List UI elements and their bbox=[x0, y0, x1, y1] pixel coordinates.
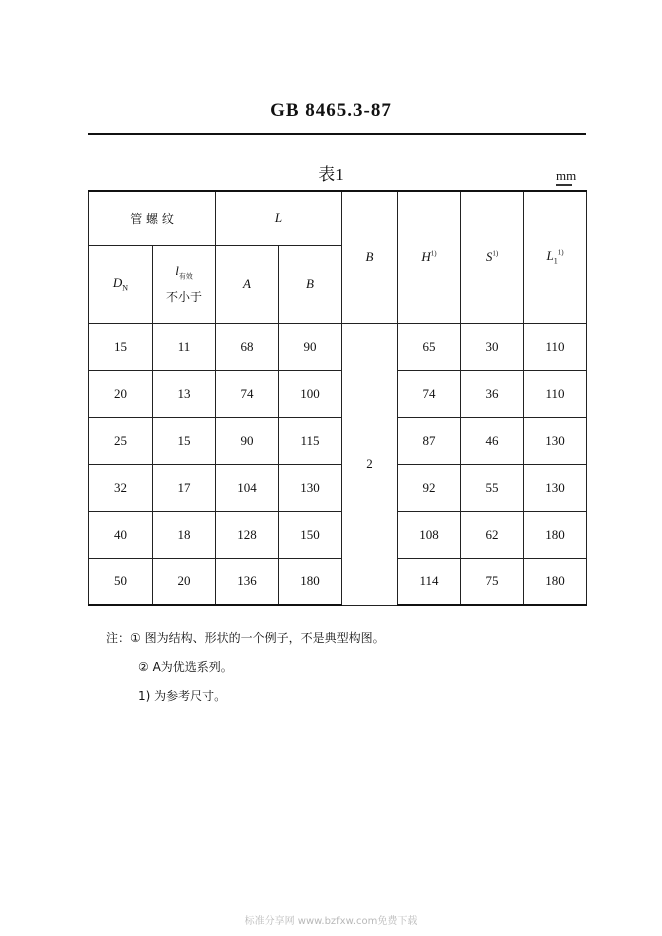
table-row bbox=[89, 511, 587, 558]
cell-h: 114 bbox=[398, 558, 461, 605]
header-L: L bbox=[216, 191, 342, 245]
cell-b-value: 2 bbox=[342, 323, 398, 605]
header-DN: $D_N$ bbox=[89, 245, 153, 323]
cell-a: 68 bbox=[216, 323, 279, 370]
top-rule bbox=[88, 133, 586, 135]
cell-dn: 15 bbox=[89, 323, 153, 370]
cell-b: 115 bbox=[279, 417, 342, 464]
cell-l: 15 bbox=[153, 417, 216, 464]
table-row bbox=[89, 417, 587, 464]
cell-b: 180 bbox=[279, 558, 342, 605]
cell-l: 18 bbox=[153, 511, 216, 558]
cell-dn: 40 bbox=[89, 511, 153, 558]
cell-dn: 50 bbox=[89, 558, 153, 605]
cell-a: 90 bbox=[216, 417, 279, 464]
cell-dn: 32 bbox=[89, 464, 153, 511]
standard-code: GB 8465.3-87 bbox=[270, 100, 392, 121]
cell-b: 130 bbox=[279, 464, 342, 511]
table-row bbox=[89, 558, 587, 605]
note-3: 1) 为参考尺寸。 bbox=[138, 689, 227, 703]
cell-dn: 25 bbox=[89, 417, 153, 464]
cell-dn: 20 bbox=[89, 370, 153, 417]
header-not-less: 不小于 bbox=[166, 289, 203, 304]
cell-h: 108 bbox=[398, 511, 461, 558]
cell-s: 62 bbox=[461, 511, 524, 558]
cell-l: 11 bbox=[153, 323, 216, 370]
watermark: 标准分享网 www.bzfxw.com免费下载 bbox=[244, 916, 418, 927]
cell-l: 13 bbox=[153, 370, 216, 417]
cell-s: 30 bbox=[461, 323, 524, 370]
cell-l1: 110 bbox=[524, 370, 587, 417]
cell-s: 55 bbox=[461, 464, 524, 511]
cell-l: 17 bbox=[153, 464, 216, 511]
cell-b: 90 bbox=[279, 323, 342, 370]
header-H: H$^{1)}$ bbox=[398, 191, 461, 323]
cell-l1: 180 bbox=[524, 511, 587, 558]
table-row bbox=[89, 464, 587, 511]
unit-label: mm bbox=[556, 168, 577, 183]
cell-h: 65 bbox=[398, 323, 461, 370]
notes-block bbox=[106, 624, 385, 711]
cell-l1: 130 bbox=[524, 417, 587, 464]
note-1: 注：① 图为结构、形状的一个例子，不是典型构图。 bbox=[106, 631, 385, 645]
cell-h: 87 bbox=[398, 417, 461, 464]
cell-l1: 180 bbox=[524, 558, 587, 605]
cell-a: 136 bbox=[216, 558, 279, 605]
table-row bbox=[89, 370, 587, 417]
cell-l: 20 bbox=[153, 558, 216, 605]
cell-l1: 110 bbox=[524, 323, 587, 370]
header-pipe-thread: 管 螺 纹 bbox=[89, 191, 216, 245]
header-row-1 bbox=[89, 191, 587, 245]
header-S: S$^{1)}$ bbox=[461, 191, 524, 323]
cell-b: 150 bbox=[279, 511, 342, 558]
header-A: A bbox=[216, 245, 279, 323]
cell-s: 75 bbox=[461, 558, 524, 605]
dimension-table bbox=[88, 190, 587, 606]
cell-a: 104 bbox=[216, 464, 279, 511]
cell-s: 46 bbox=[461, 417, 524, 464]
table-row bbox=[89, 323, 587, 370]
cell-h: 92 bbox=[398, 464, 461, 511]
cell-b: 100 bbox=[279, 370, 342, 417]
cell-s: 36 bbox=[461, 370, 524, 417]
dimension-table-wrapper bbox=[88, 190, 586, 606]
unit-underline bbox=[556, 184, 572, 186]
cell-h: 74 bbox=[398, 370, 461, 417]
header-B-series: B bbox=[279, 245, 342, 323]
note-2: ② A为优选系列。 bbox=[138, 660, 233, 674]
cell-a: 128 bbox=[216, 511, 279, 558]
header-L1: $L_1^{1)}$ bbox=[524, 191, 587, 323]
cell-l1: 130 bbox=[524, 464, 587, 511]
table-title: 表1 bbox=[318, 165, 344, 184]
cell-a: 74 bbox=[216, 370, 279, 417]
header-l-effective: $l_{有效}$ 不小于 bbox=[153, 245, 216, 323]
header-B: B bbox=[342, 191, 398, 323]
